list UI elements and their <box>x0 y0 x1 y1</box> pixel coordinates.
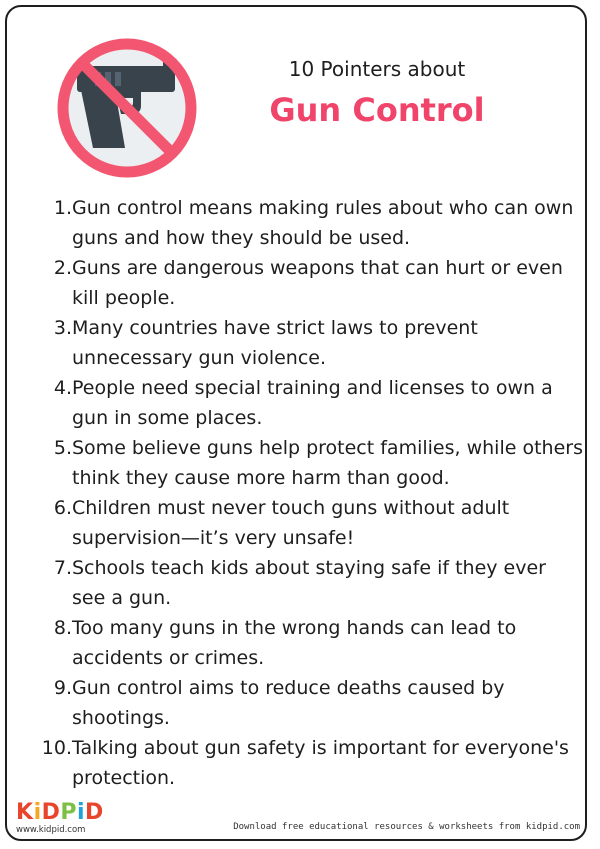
footer-note: Download free educational resources & worksheets from kidpid.com <box>233 822 580 832</box>
logo-letter: K <box>16 800 34 825</box>
item-number: 9. <box>53 677 72 699</box>
logo-letter: P <box>60 800 77 825</box>
kidpid-logo[interactable] <box>16 802 104 835</box>
list-item <box>35 193 583 253</box>
list-item <box>35 433 583 493</box>
item-text: Schools teach kids about staying safe if they ever see a gun. <box>72 557 546 609</box>
list-item <box>35 613 583 673</box>
item-text: People need special training and licenses to own a gun in some places. <box>72 377 553 429</box>
logo-letter: i <box>33 800 42 825</box>
item-number: 4. <box>53 377 72 399</box>
item-text: Guns are dangerous weapons that can hurt or even kill people. <box>72 257 563 309</box>
logo-letter: D <box>41 800 61 825</box>
list-item <box>35 373 583 433</box>
page-title: Gun Control <box>269 91 485 129</box>
logo-wordmark <box>16 802 104 824</box>
logo-letter: i <box>77 800 86 825</box>
item-number: 8. <box>53 617 72 639</box>
item-text: Gun control means making rules about who can own guns and how they should be used. <box>72 197 574 249</box>
list-item <box>35 733 583 793</box>
item-number: 10. <box>41 737 72 759</box>
item-text: Talking about gun safety is important for everyone's protection. <box>72 737 569 789</box>
item-number: 7. <box>53 557 72 579</box>
list-item <box>35 313 583 373</box>
item-number: 3. <box>53 317 72 339</box>
list-item <box>35 673 583 733</box>
item-text: Gun control aims to reduce deaths caused by shootings. <box>72 677 505 729</box>
logo-letter: D <box>85 800 104 825</box>
page-subtitle: 10 Pointers about <box>288 57 466 81</box>
list-item <box>35 553 583 613</box>
no-gun-icon <box>51 32 203 184</box>
item-text: Some believe guns help protect families, while others think they cause more harm than good. <box>72 437 583 489</box>
pointers-list <box>35 193 583 793</box>
item-text: Too many guns in the wrong hands can lead to accidents or crimes. <box>72 617 517 669</box>
list-item <box>35 493 583 553</box>
logo-url[interactable]: www.kidpid.com <box>16 825 86 835</box>
item-text: Many countries have strict laws to prevent unnecessary gun violence. <box>72 317 478 369</box>
worksheet-page <box>5 5 587 841</box>
item-text: Children must never touch guns without adult supervision—it’s very unsafe! <box>72 497 510 549</box>
list-item <box>35 253 583 313</box>
item-number: 6. <box>53 497 72 519</box>
item-number: 1. <box>53 197 72 219</box>
item-number: 5. <box>53 437 72 459</box>
item-number: 2. <box>53 257 72 279</box>
